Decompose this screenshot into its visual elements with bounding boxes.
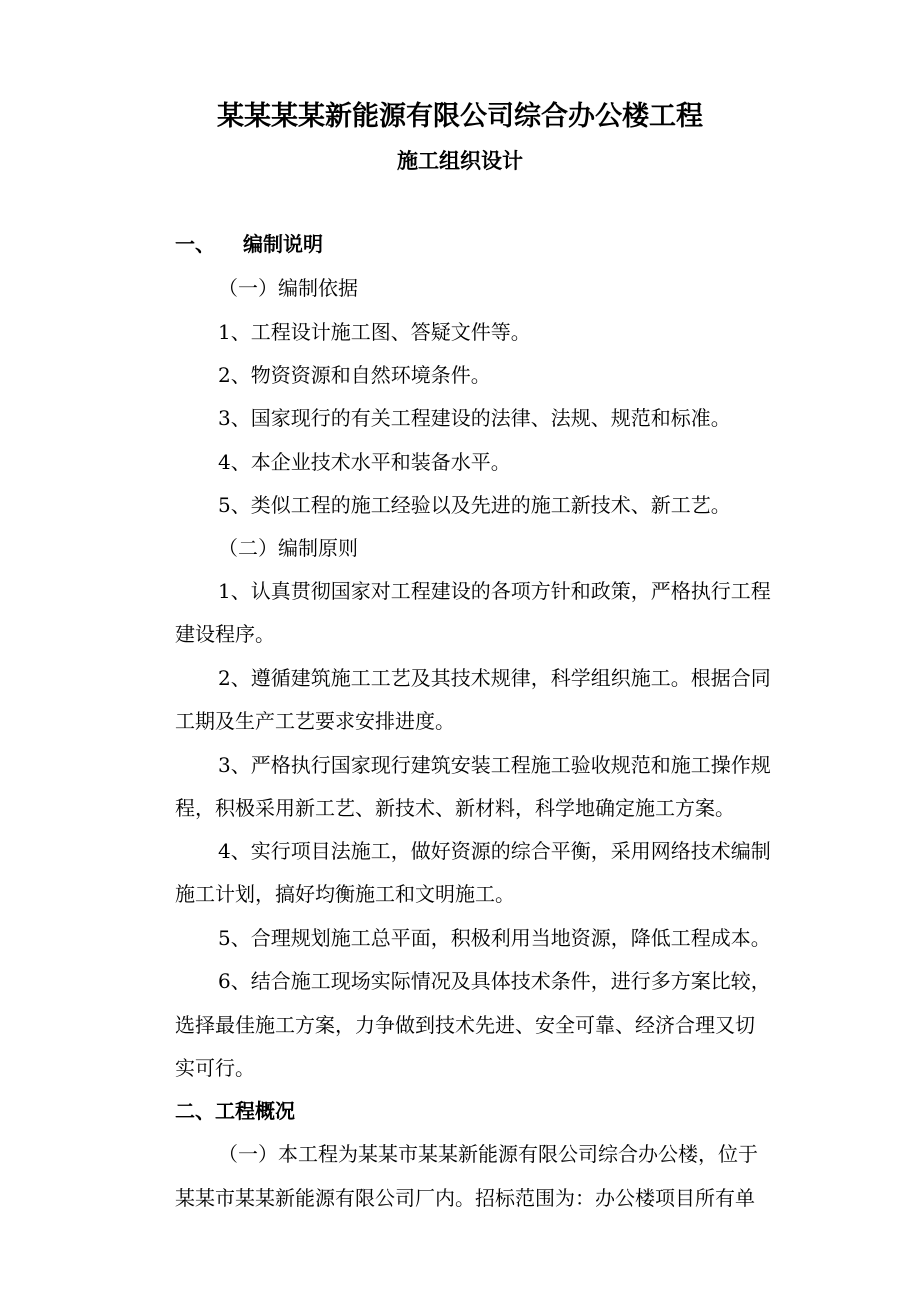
paragraph-line: 某某市某某新能源有限公司厂内。招标范围为：办公楼项目所有单 — [175, 1186, 755, 1210]
paragraph-line: 程，积极采用新工艺、新技术、新材料，科学地确定施工方案。 — [175, 796, 735, 820]
paragraph-line: 实可行。 — [175, 1056, 255, 1080]
paragraph-line: 4、实行项目法施工，做好资源的综合平衡，采用网络技术编制 — [218, 839, 771, 863]
section-1-number: 一、 — [175, 232, 215, 256]
section-2-heading: 二、工程概况 — [175, 1099, 295, 1123]
section-1-title: 编制说明 — [243, 232, 323, 256]
subsection-basis-label: （一）编制依据 — [218, 276, 358, 300]
paragraph-line: （一）本工程为某某市某某新能源有限公司综合办公楼，位于 — [218, 1142, 758, 1166]
list-item: 2、物资资源和自然环境条件。 — [218, 363, 491, 387]
paragraph-line: 选择最佳施工方案，力争做到技术先进、安全可靠、经济合理又切 — [175, 1013, 755, 1037]
list-item: 3、国家现行的有关工程建设的法律、法规、规范和标准。 — [218, 406, 731, 430]
paragraph-line: 5、合理规划施工总平面，积极利用当地资源，降低工程成本。 — [218, 926, 771, 950]
paragraph-line: 3、严格执行国家现行建筑安装工程施工验收规范和施工操作规 — [218, 753, 771, 777]
paragraph-line: 工期及生产工艺要求安排进度。 — [175, 709, 455, 733]
section-1-heading — [175, 231, 323, 257]
list-item: 5、类似工程的施工经验以及先进的施工新技术、新工艺。 — [218, 493, 731, 517]
paragraph-line: 施工计划，搞好均衡施工和文明施工。 — [175, 882, 515, 906]
list-item: 1、工程设计施工图、答疑文件等。 — [218, 320, 531, 344]
paragraph-line: 建设程序。 — [175, 622, 275, 646]
paragraph-line: 6、结合施工现场实际情况及具体技术条件，进行多方案比较， — [218, 969, 771, 993]
paragraph-line: 1、认真贯彻国家对工程建设的各项方针和政策，严格执行工程 — [218, 579, 771, 603]
subsection-principles-label: （二）编制原则 — [218, 536, 358, 560]
document-title: 某某某某新能源有限公司综合办公楼工程 — [217, 101, 703, 132]
document-subtitle: 施工组织设计 — [397, 149, 523, 173]
list-item: 4、本企业技术水平和装备水平。 — [218, 450, 511, 474]
paragraph-line: 2、遵循建筑施工工艺及其技术规律，科学组织施工。根据合同 — [218, 666, 771, 690]
